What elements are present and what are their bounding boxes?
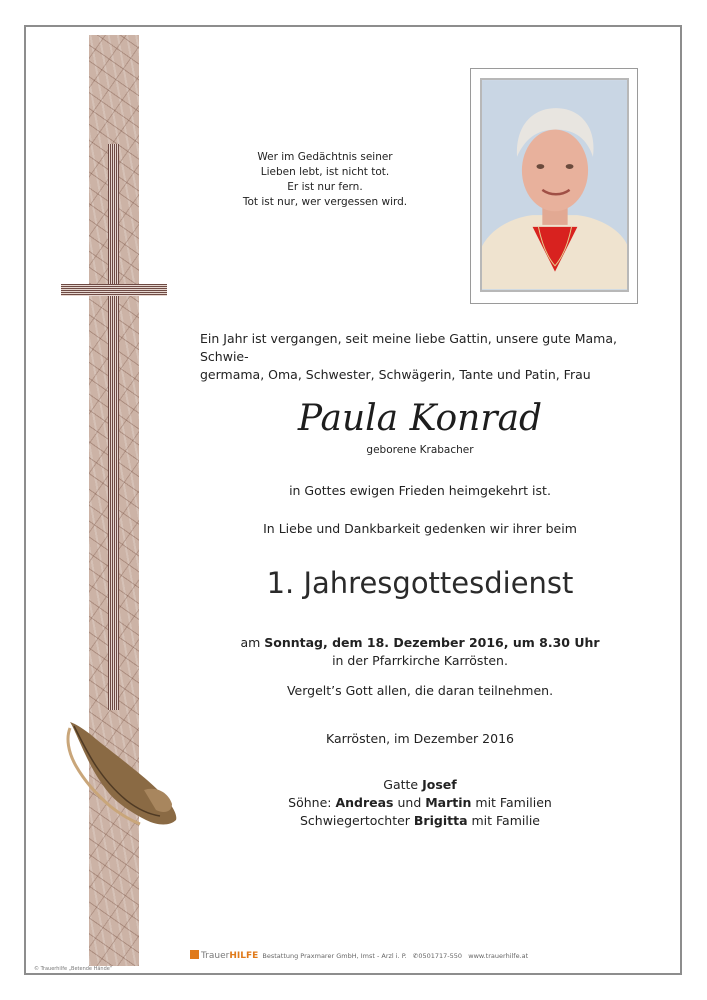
intro-line: Ein Jahr ist vergangen, seit meine liebe Gattin, unsere gute Mama, Schwie- bbox=[200, 331, 617, 364]
quote-line: Er ist nur fern. bbox=[287, 181, 363, 193]
website-link[interactable]: www.trauerhilfe.at bbox=[468, 952, 529, 960]
sons-suffix: mit Familien bbox=[471, 795, 552, 810]
date-prefix: am bbox=[240, 635, 265, 650]
quote-line: Wer im Gedächtnis seiner bbox=[257, 151, 393, 163]
copyright-note: © Trauerhilfe „Betende Hände“ bbox=[34, 966, 113, 972]
phone-number: 0501717-550 bbox=[418, 952, 463, 960]
praying-hands-icon bbox=[60, 716, 180, 836]
sons-label: Söhne: bbox=[288, 795, 336, 810]
husband-name: Josef bbox=[422, 777, 457, 792]
thanks-line: Vergelt’s Gott allen, die daran teilnehmen. bbox=[286, 683, 554, 698]
trauerhilfe-logo-icon bbox=[190, 950, 199, 959]
intro-line: germama, Oma, Schwester, Schwägerin, Tante und Patin, Frau bbox=[200, 367, 591, 382]
husband-label: Gatte bbox=[383, 777, 423, 792]
son-name: Andreas bbox=[335, 795, 394, 810]
deceased-name: Paula Konrad bbox=[297, 398, 543, 439]
passing-statement: in Gottes ewigen Frieden heimgekehrt ist. bbox=[289, 483, 551, 498]
intro-paragraph bbox=[200, 330, 640, 384]
service-details bbox=[200, 634, 640, 670]
service-location: in der Pfarrkirche Karrösten. bbox=[332, 653, 508, 668]
portrait-photo bbox=[480, 78, 629, 292]
phone-icon: ✆ bbox=[412, 952, 419, 960]
quote-line: Lieben lebt, ist nicht tot. bbox=[260, 166, 390, 178]
service-date: Sonntag, dem 18. Dezember 2016, um 8.30 Uhr bbox=[264, 635, 600, 650]
son-name: Martin bbox=[425, 795, 472, 810]
memorial-quote bbox=[235, 150, 415, 210]
company-name: Bestattung Praxmarer GmbH, Imst - Arzl i. P. bbox=[262, 952, 407, 960]
daughter-in-law-suffix: mit Familie bbox=[467, 813, 541, 828]
remembrance-statement: In Liebe und Dankbarkeit gedenken wir ihrer beim bbox=[263, 521, 577, 536]
service-title: 1. Jahresgottesdienst bbox=[266, 566, 574, 600]
quote-line: Tot ist nur, wer vergessen wird. bbox=[242, 196, 408, 208]
cross-vertical-bar bbox=[108, 144, 119, 710]
daughter-in-law-label: Schwiegertochter bbox=[299, 813, 414, 828]
footer bbox=[190, 950, 590, 964]
brand-name: TrauerHILFE bbox=[201, 951, 259, 961]
cross-horizontal-bar bbox=[61, 284, 167, 296]
conjunction: und bbox=[393, 795, 426, 810]
daughter-in-law-name: Brigitta bbox=[413, 813, 468, 828]
family-signature bbox=[200, 776, 640, 830]
birth-name: geborene Krabacher bbox=[366, 444, 474, 456]
place-and-date: Karrösten, im Dezember 2016 bbox=[326, 731, 514, 746]
